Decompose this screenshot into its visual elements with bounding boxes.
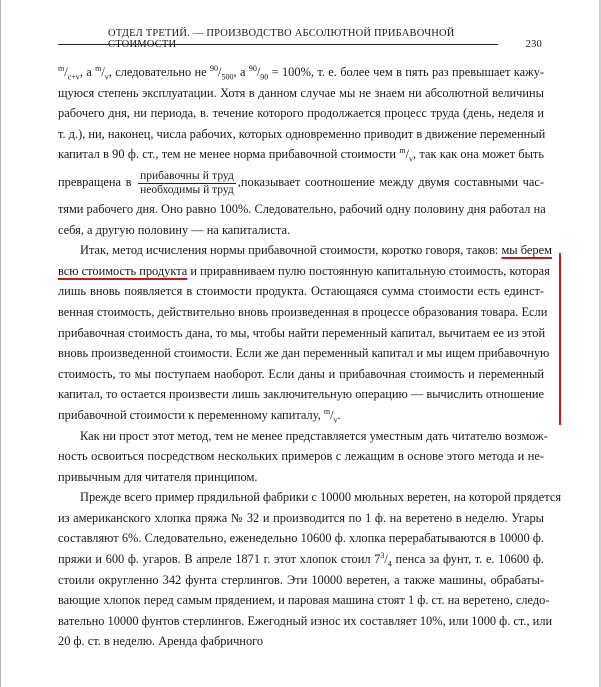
text-line: вновь произведенной стоимости. Если же дан переменный капитал и мы ищем прибавочную <box>58 346 550 361</box>
text-line: стоимость, то мы поступаем наоборот. Если даны и прибавочная стоимость и переменный <box>58 366 544 381</box>
fraction-numerator: прибавочны й труд <box>140 169 234 182</box>
text-line: ность освоиться посредством нескольких примеров с лежащим в основе этого метода и не- <box>58 449 544 464</box>
margin-annotation-line <box>559 253 561 425</box>
text-line: стоили округленно 342 фунта стерлингов. Эти 10000 веретен, а также машины, обрабаты- <box>58 572 544 587</box>
fraction <box>138 170 236 197</box>
text-line: венная стоимость, действительно вновь произведенная в процессе образования товара. Если <box>58 304 548 319</box>
highlighted-phrase: всю стоимость продукта <box>58 263 188 278</box>
page-body <box>58 62 562 652</box>
text-line: Как ни прост этот метод, тем не менее представляется уместным дать читателю возмож- <box>80 428 548 443</box>
text-line: $^m/_{c+v}$, а $^m/_v$, следовательно не $^{90}/_{500}$, а $^{90}/_{90} = 100\%$, т. е. более чем в пять раз превышает кажу- <box>58 63 545 82</box>
text-line: прибавочная стоимость дана, то мы, чтобы найти переменный капитал, вычитаем ее из этой <box>58 325 546 340</box>
text-line: 20 ф. ст. в неделю. Аренда фабричного <box>58 634 264 649</box>
page-frame-left <box>0 0 1 687</box>
text-line: прибавочной стоимости к переменному капиталу, $^m/_v$. <box>58 406 341 425</box>
header-title: ОТДЕЛ ТРЕТИЙ. — ПРОИЗВОДСТВО АБСОЛЮТНОЙ ПРИБАВОЧНОЙ <box>108 28 455 39</box>
text-line: составляют 6%. Следовательно, еженедельно 10600 ф. хлопка перерабатываются в 10000 ф. <box>58 531 544 546</box>
text-line: Прежде всего пример прядильной фабрики с 10000 мюльных веретен, на которой прядется <box>80 490 562 505</box>
text-line: т. д.), ни, наконец, числа рабочих, которых одновременно приводит в движение переменный <box>58 126 546 141</box>
text-line-fraction: превращена в $\frac{\text{прибавочны й труд}}{\text{необходимы й труд}}$ ,показывает соотношение между двумя составными час- <box>58 169 544 196</box>
text-line: рабочего дня, ни периода, в. течение которого продолжается процесс труда (день, неделя и <box>58 106 544 121</box>
text-line: себя, а другую половину — на капиталиста. <box>58 222 291 237</box>
fraction-denominator: необходимы й труд <box>140 183 234 196</box>
text-line: привычным для читателя принципом. <box>58 469 258 484</box>
text-line: вательно 10000 фунтов стерлингов. Ежегодный износ их составляет 10%, или 1000 ф. ст., или <box>58 613 553 628</box>
text-line: капитал, то остается произвести лишь заключительную операцию — вычислить отношение <box>58 387 544 402</box>
text-line: щуюся степень эксплуатации. Хотя в данном случае мы не знаем ни абсолютной величины <box>58 85 544 100</box>
text-line: тями рабочего дня. Оно равно 100%. Следовательно, рабочий одну половину дня работал на <box>58 201 546 216</box>
header-rule <box>58 44 498 45</box>
text-line: Итак, метод исчисления нормы прибавочной стоимости, коротко говоря, таков: мы берем <box>80 243 552 258</box>
highlighted-phrase: мы берем <box>501 243 552 258</box>
running-header <box>58 28 542 50</box>
text-line: вающие хлопок перед самым прядением, и паровая машина стоят 1 ф. ст. на веретено, следо- <box>58 593 550 608</box>
text-line: капитал в 90 ф. ст., тем не менее норма прибавочной стоимости $^m/_v$, так как она может быть <box>58 146 544 164</box>
text-line: лишь вновь появляется в стоимости продукта. Остающаяся сумма стоимости есть единст- <box>58 284 544 299</box>
text-line: пряжи и 600 ф. угаров. В апреле 1871 г. этот хлопок стоил $7^3/_4$ пенса за фунт, т. е. 10600 ф. <box>58 550 544 569</box>
text-line: всю стоимость продукта и приравниваем пулю постоянную капитальную стоимость, которая <box>58 263 550 278</box>
page-number: 230 <box>525 39 542 50</box>
text-line: из американского хлопка пряжа № 32 и производится по 1 ф. на веретено в неделю. Угары <box>58 510 544 525</box>
